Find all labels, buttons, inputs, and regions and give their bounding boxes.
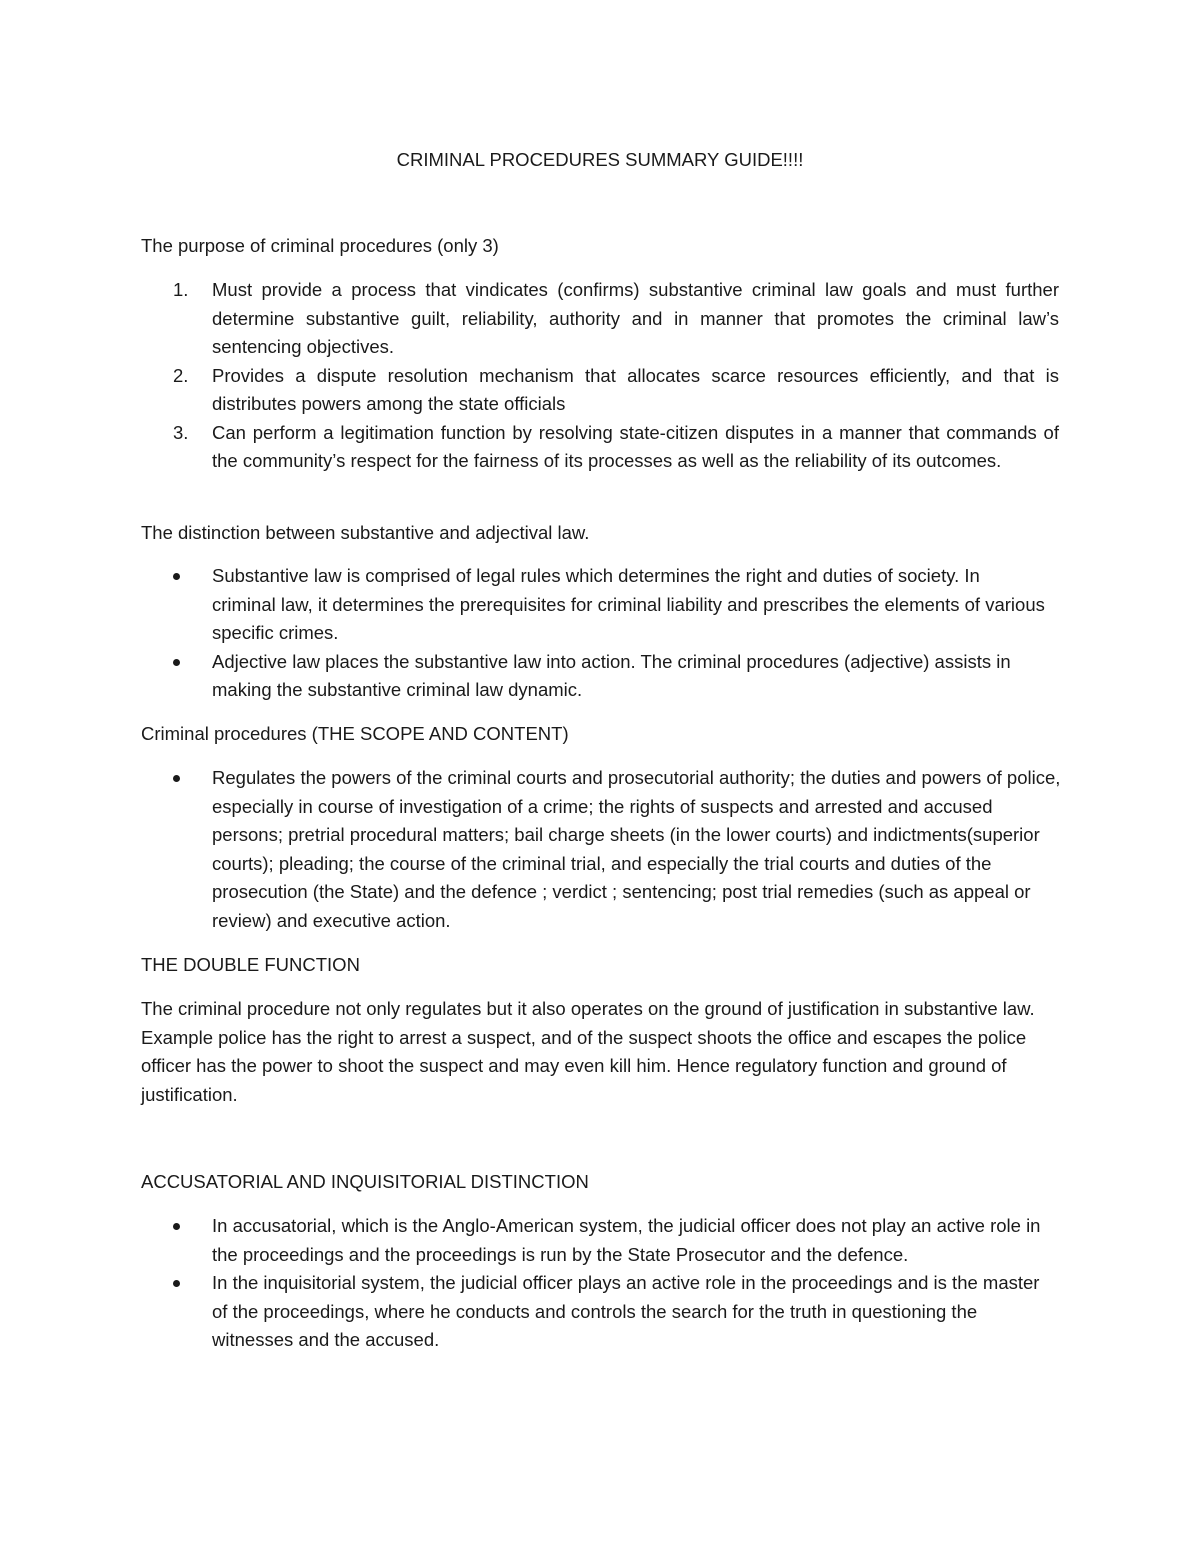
purpose-list	[141, 276, 1059, 476]
list-number: 3.	[173, 421, 189, 443]
purpose-item-text: Provides a dispute resolution mechanism that allocates scarce resources efficiently, and that is distributes powers among the state officials	[212, 364, 1059, 414]
list-number: 1.	[173, 279, 189, 300]
double-function-paragraph: The criminal procedure not only regulates but it also operates on the ground of justification in substantive law. Example police has the right to arrest a suspect, and of the suspect shoots the office and escapes the police officer has the power to shoot the suspect and may even kill him. Hence regulatory function and ground of justification.	[141, 998, 1035, 1105]
accusatorial-item	[141, 1212, 1046, 1269]
document-title: CRIMINAL PROCEDURES SUMMARY GUIDE!!!!	[396, 149, 804, 170]
accusatorial-item-text: In the inquisitorial system, the judicial officer plays an active role in the proceedings and is the master of the proceedings, where he conducts and controls the search for the truth in questioning the witnesses and the accused.	[212, 1272, 1040, 1350]
bullet-icon	[173, 775, 180, 782]
purpose-heading: The purpose of criminal procedures (only 3)	[141, 235, 499, 256]
scope-list	[141, 764, 1061, 935]
distinction-item-text: Adjective law places the substantive law into action. The criminal procedures (adjective) assists in making the substantive criminal law dynamic.	[212, 650, 1011, 700]
accusatorial-item	[141, 1269, 1046, 1355]
distinction-item	[141, 648, 1046, 705]
accusatorial-list	[141, 1212, 1046, 1355]
purpose-item-text: Can perform a legitimation function by resolving state-citizen disputes in a manner that commands of the community’s respect for the fairness of its processes as well as the reliability of its outcomes.	[212, 421, 1059, 471]
accusatorial-heading: ACCUSATORIAL AND INQUISITORIAL DISTINCTION	[141, 1171, 589, 1192]
scope-item-text: Regulates the powers of the criminal courts and prosecutorial authority; the duties and powers of police, especially in course of investigation of a crime; the rights of suspects and arrested and accused persons; pretrial procedural matters; bail charge sheets (in the lower courts) and indictments(superior courts); pleading; the course of the criminal trial, and especially the trial courts and duties of the prosecution (the State) and the defence ; verdict ; sentencing; post trial remedies (such as appeal or review) and executive action.	[212, 767, 1061, 931]
bullet-icon	[173, 1280, 180, 1287]
purpose-item	[141, 419, 1059, 476]
scope-heading: Criminal procedures (THE SCOPE AND CONTENT)	[141, 723, 569, 744]
bullet-icon	[173, 1223, 180, 1230]
distinction-list	[141, 562, 1046, 705]
distinction-heading: The distinction between substantive and adjectival law.	[141, 522, 590, 543]
bullet-icon	[173, 573, 180, 580]
list-number: 2.	[173, 364, 189, 386]
scope-item	[141, 764, 1061, 935]
purpose-item	[141, 362, 1059, 419]
bullet-icon	[173, 659, 180, 666]
distinction-item-text: Substantive law is comprised of legal rules which determines the right and duties of society. In criminal law, it determines the prerequisites for criminal liability and prescribes the elements of various specific crimes.	[212, 565, 1045, 643]
purpose-item-text: Must provide a process that vindicates (confirms) substantive criminal law goals and must further determine substantive guilt, reliability, authority and in manner that promotes the criminal law’s sentencing objectives.	[212, 279, 1059, 357]
distinction-item	[141, 562, 1046, 648]
accusatorial-item-text: In accusatorial, which is the Anglo-American system, the judicial officer does not play an active role in the proceedings and the proceedings is run by the State Prosecutor and the defence.	[212, 1215, 1041, 1265]
purpose-item	[141, 276, 1059, 362]
double-function-heading: THE DOUBLE FUNCTION	[141, 954, 360, 975]
